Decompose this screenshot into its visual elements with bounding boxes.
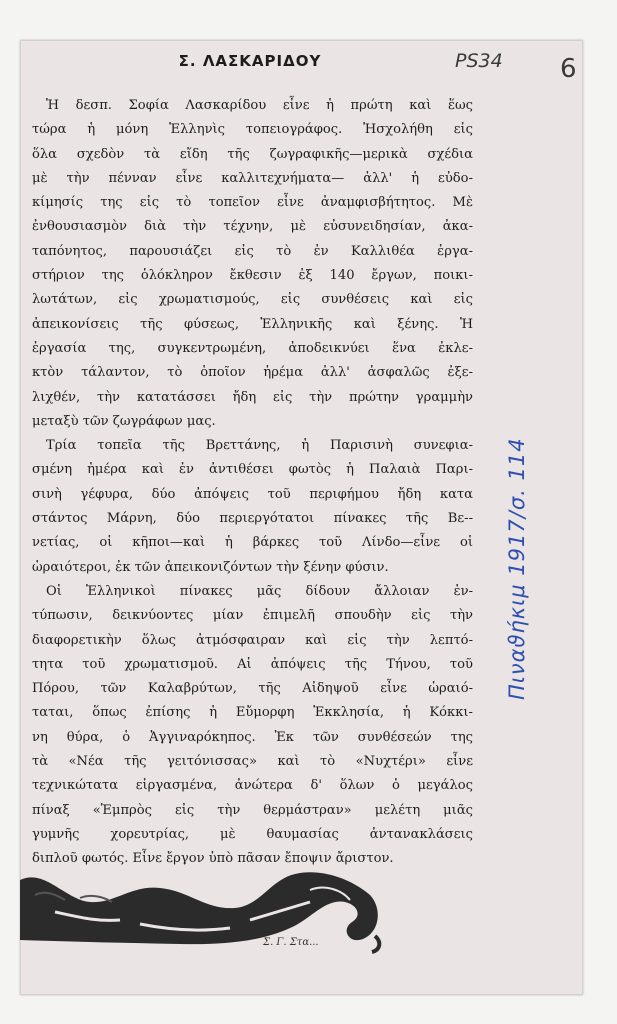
article-heading: Σ. ΛΑΣΚΑΡΙΔΟΥ xyxy=(178,52,322,70)
article-line: λιχθέν, τὴν κατατάσσει ἤδη εἰς τὴν πρώτην γραμμὴν xyxy=(32,389,473,405)
article-line: μεταξὺ τῶν ζωγράφων μας. xyxy=(32,413,216,429)
article-line: στήριον της ὁλόκληρον ἔκθεσιν ἐξ 140 ἔργων, ποικι- xyxy=(32,268,473,284)
article-line: γυμνῆς χορευτρίας, μὲ θαυμασίας ἀντανακλάσεις xyxy=(32,826,473,842)
article-line: Ἡ δεσπ. Σοφία Λασκαρίδου εἶνε ἡ πρώτη καὶ ἕως xyxy=(46,98,473,113)
article-line: ταται, ὅπως ἐπίσης ἡ Εὔμορφη Ἐκκλησία, ἡ Κόκκι- xyxy=(32,705,473,721)
article-line: ἀπεικονίσεις τῆς φύσεως, Ἑλληνικῆς καὶ ξένης. Ἡ xyxy=(32,316,473,332)
article-line: κτὸν τάλαντον, τὸ ὁποῖον ἠρέμα ἀλλ' ἀσφαλῶς ἐξε- xyxy=(32,365,473,381)
article-line: νετίας, οἱ κῆποι—καὶ ἡ βάρκες τοῦ Λίνδο—εἶνε οἱ xyxy=(32,535,473,551)
article-line: σμένη ἡμέρα καὶ ἐν ἀντιθέσει φωτὸς ἡ Παλαιὰ Παρι- xyxy=(32,462,473,478)
article-line: τητα τοῦ χρωματισμοῦ. Αἱ ἀπόψεις τῆς Τήνου, τοῦ xyxy=(32,656,473,672)
article-line: νη θύρα, ὁ Ἀγγιναρόκηπος. Ἐκ τῶν συνθέσεών της xyxy=(32,729,473,745)
article-line: τώρα ἡ μόνη Ἑλληνὶς τοπειογράφος. Ἠσχολήθη εἰς xyxy=(32,122,473,138)
article-line: τὰ «Νέα τῆς γειτόνισσας» καὶ τὸ «Νυχτέρι» εἶνε xyxy=(32,754,473,770)
article-line: ἐργασία της, συγκεντρωμένη, ἀποδεικνύει ἕνα ἐκλε- xyxy=(32,340,473,356)
article-line: διαφορετικὴν ὅλως ἀτμόσφαιραν καὶ εἰς τὴν λεπτό- xyxy=(32,632,473,648)
article-line: πίναξ «Ἐμπρὸς εἰς τὴν θερμάστραν» μελέτη μιᾶς xyxy=(32,802,473,818)
article-line: Πόρου, τῶν Καλαβρύτων, τῆς Αἰδηψοῦ εἶνε ὡραιό- xyxy=(32,681,473,697)
article-line: ὡραιότεροι, ἐκ τῶν ἀπεικονιζόντων τὴν ξένην φύσιν. xyxy=(32,559,389,575)
article-line: λωτάτων, εἰς χρωματισμούς, εἰς συνθέσεις καὶ εἰς xyxy=(32,292,473,308)
article-line: σινὴ γέφυρα, δύο ἀπόψεις τοῦ περιφήμου ἤδη κατα xyxy=(32,486,473,502)
article-line: τεχνικώτατα εἰργασμένα, ἀνώτερα δ' ὅλων ὁ μεγάλος xyxy=(32,778,473,794)
handwritten-side-annotation: Πιναϑήκιμ 1917/σ. 114 xyxy=(505,437,529,700)
handwritten-page-number: 6 xyxy=(560,54,577,84)
article-line: διπλοῦ φωτός. Εἶνε ἔργον ὑπὸ πᾶσαν ἔποψιν ἄριστον. xyxy=(32,851,394,867)
article-line: στάντος Μάρνη, δύο περιεργότατοι πίνακες τῆς Βε-- xyxy=(32,511,473,527)
handwritten-code: PS34 xyxy=(455,50,503,72)
wave-ornament-illustration xyxy=(20,850,385,960)
article-line: κίμησίς της εἰς τὸ τοπεῖον εἶνε ἀναμφισβήτητος. Μὲ xyxy=(32,195,473,211)
article-line: ἐνθουσιασμὸν διὰ τὴν τέχνην, μὲ εὐσυνειδησίαν, ἀκα- xyxy=(32,219,473,235)
article-line: ὅλα σχεδὸν τὰ εἴδη τῆς ζωγραφικῆς—μερικὰ σχέδια xyxy=(32,146,473,162)
article-body xyxy=(32,94,473,872)
artist-signature: Σ. Γ. Στα... xyxy=(263,937,319,948)
article-line: μὲ τὴν πένναν εἶνε καλλιτεχνήματα— ἀλλ' ἡ εὐδο- xyxy=(32,170,473,186)
article-line: τύπωσιν, δεικνύοντες μίαν ἐπιμελῆ σπουδὴν εἰς τὴν xyxy=(32,608,473,624)
article-line: ταπόνητος, παρουσιάζει εἰς τὸ ἐν Καλλιθέα ἐργα- xyxy=(32,243,473,259)
article-line: Οἱ Ἑλληνικοὶ πίνακες μᾶς δίδουν ἄλλοιαν ἐν- xyxy=(46,583,473,599)
article-line: Τρία τοπεῖα τῆς Βρεττάνης, ἡ Παρισινὴ συνεφια- xyxy=(46,438,473,454)
